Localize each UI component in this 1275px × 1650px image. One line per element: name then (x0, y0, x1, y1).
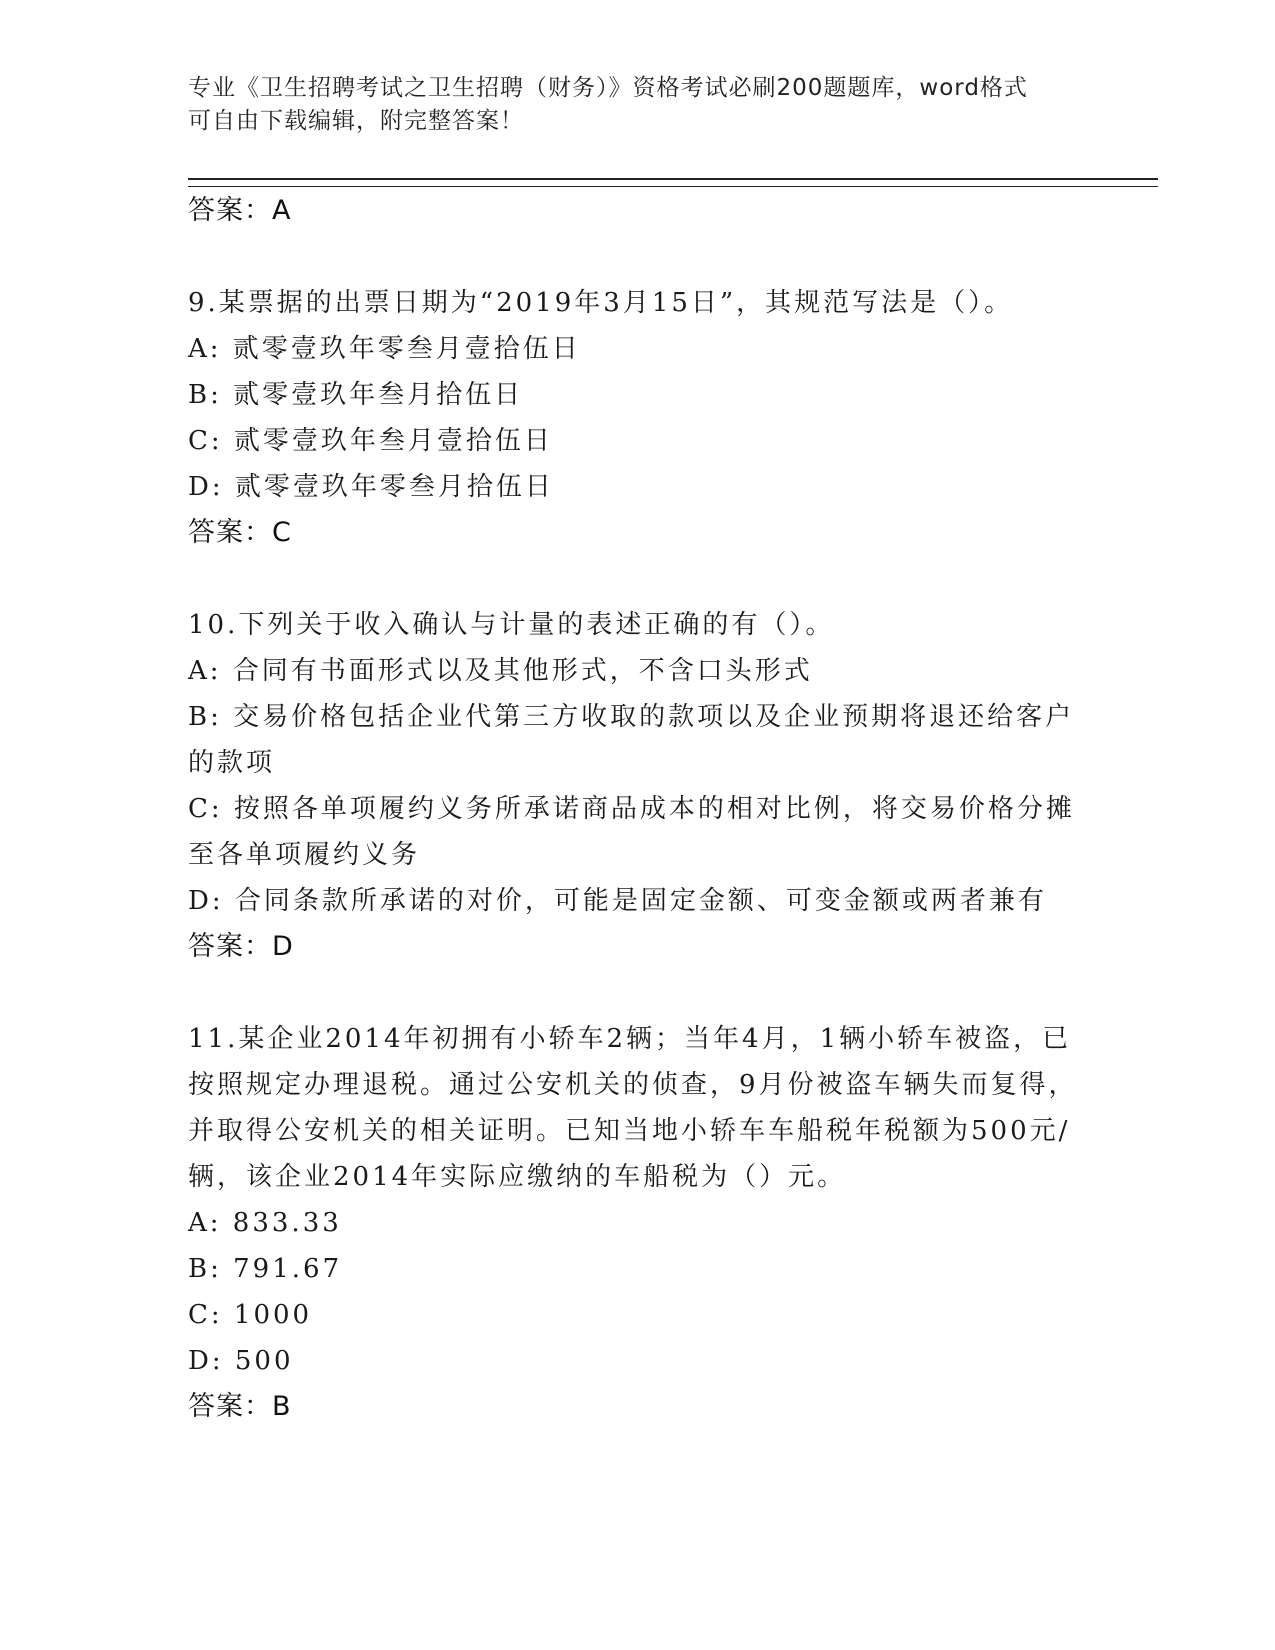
header-line-2: 可自由下载编辑，附完整答案！ (188, 108, 524, 134)
question-9 (188, 280, 1078, 556)
option-a: A: 贰零壹玖年零叁月壹拾伍日 (188, 334, 581, 364)
header-divider (188, 178, 1158, 187)
option-c: C: 贰零壹玖年叁月壹拾伍日 (188, 426, 553, 456)
option-b: B: 贰零壹玖年叁月拾伍日 (188, 380, 524, 410)
answer-line: 答案：B (188, 1391, 292, 1422)
option-a: A: 833.33 (188, 1208, 342, 1238)
question-stem: 9.某票据的出票日期为“2019年3月15日”，其规范写法是（）。 (188, 288, 1014, 318)
question-10 (188, 602, 1078, 970)
option-d: D: 500 (188, 1346, 294, 1376)
option-b: B: 791.67 (188, 1254, 343, 1284)
answer-line: 答案：A (188, 195, 292, 226)
question-11 (188, 1016, 1078, 1430)
option-d: D: 贰零壹玖年零叁月拾伍日 (188, 472, 554, 502)
option-d: D: 合同条款所承诺的对价，可能是固定金额、可变金额或两者兼有 (188, 886, 1047, 916)
question-stem: 11.某企业2014年初拥有小轿车2辆；当年4月，1辆小轿车被盗，已按照规定办理退税。通过公安机关的侦查，9月份被盗车辆失而复得，并取得公安机关的相关证明。已知当地小轿车车船税年税额为500元/辆，该企业2014年实际应缴纳的车船税为（）元。 (188, 1024, 1078, 1192)
option-c: C: 1000 (188, 1300, 313, 1330)
header-line-1: 专业《卫生招聘考试之卫生招聘（财务）》资格考试必刷200题题库，word格式 (188, 75, 1028, 101)
document-body (188, 188, 1078, 1430)
answer-line: 答案：D (188, 931, 294, 962)
option-a: A: 合同有书面形式以及其他形式，不含口头形式 (188, 656, 813, 686)
option-b: B: 交易价格包括企业代第三方收取的款项以及企业预期将退还给客户的款项 (188, 702, 1075, 778)
document-header (188, 72, 1068, 138)
question-stem: 10.下列关于收入确认与计量的表述正确的有（）。 (188, 610, 835, 640)
option-c: C: 按照各单项履约义务所承诺商品成本的相对比例，将交易价格分摊至各单项履约义务 (188, 794, 1075, 870)
answer-line: 答案：C (188, 517, 292, 548)
